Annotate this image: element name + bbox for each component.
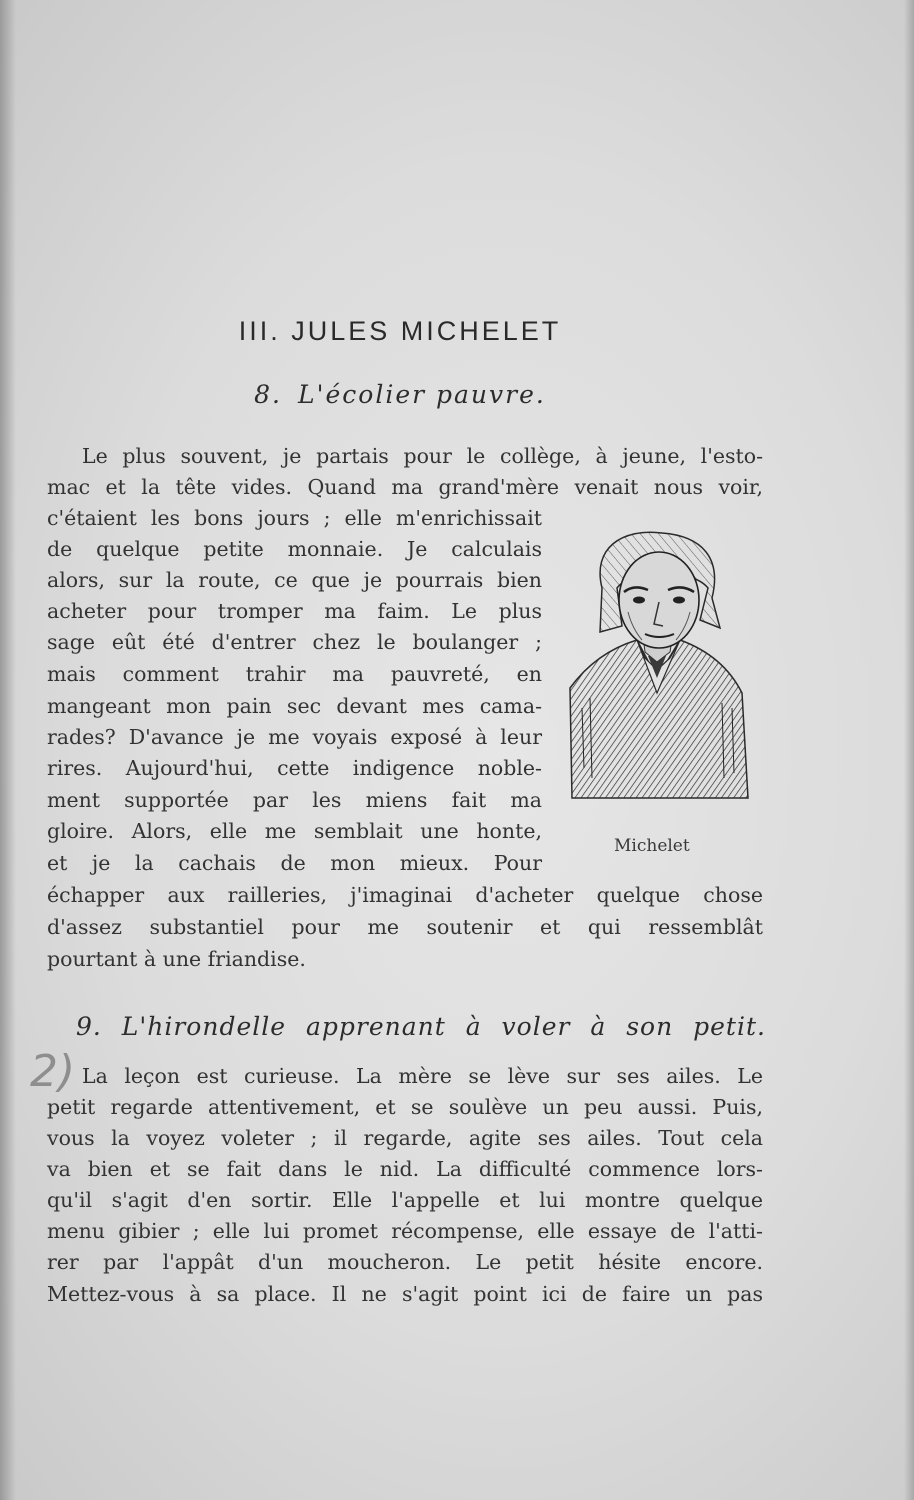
chapter-title: III. JULES MICHELET [238,316,562,346]
section-9-title-word: son [626,1012,674,1041]
section-8-line-7: sage eût été d'entrer chez le boulanger ; [47,630,542,654]
section-9-line-7: rer par l'appât d'un moucheron. Le petit hésite encore. [47,1250,763,1274]
section-8-line-16: d'assez substantiel pour me soutenir et qui ressemblât [47,915,763,939]
section-8-line-13: gloire. Alors, elle me semblait une honte, [47,819,542,843]
section-9-line-2: petit regarde attentivement, et se soulève un peu aussi. Puis, [47,1095,763,1119]
section-8-line-9: mangeant mon pain sec devant mes cama- [47,694,542,718]
section-9-line-3: vous la voyez voleter ; il regarde, agite ses ailes. Tout cela [47,1126,763,1150]
section-9-line-6: menu gibier ; elle lui promet récompense, elle essaye de l'atti- [47,1219,763,1243]
section-8-title [160,380,640,409]
section-9-title-word: apprenant [305,1012,446,1041]
section-8-line-10: rades? D'avance je me voyais exposé à leur [47,725,542,749]
section-9-title-word: à [465,1012,482,1041]
section-9-line-4: va bien et se fait dans le nid. La difficulté commence lors- [47,1157,763,1181]
michelet-portrait-image [562,528,752,828]
section-9-title-word: petit. [693,1012,766,1041]
section-9-number: 9. [76,1012,102,1041]
section-9-line-5: qu'il s'agit d'en sortir. Elle l'appelle et lui montre quelque [47,1188,763,1212]
section-8-line-8: mais comment trahir ma pauvreté, en [47,662,542,686]
section-9-line-8: Mettez-vous à sa place. Il ne s'agit point ici de faire un pas [47,1282,763,1306]
section-9-title-word: L'hirondelle [121,1012,287,1041]
section-8-line-5: alors, sur la route, ce que je pourrais bien [47,568,542,592]
page-edge-shadow-right [904,0,914,1500]
section-8-number: 8. [254,380,282,409]
section-8-line-1: Le plus souvent, je partais pour le collège, à jeune, l'esto- [82,444,763,468]
section-8-line-15: échapper aux railleries, j'imaginai d'acheter quelque chose [47,883,763,907]
section-9-title-word: voler [501,1012,571,1041]
section-8-line-3: c'étaient les bons jours ; elle m'enrichissait [47,506,542,530]
section-9-line-1: La leçon est curieuse. La mère se lève sur ses ailes. Le [82,1064,763,1088]
section-8-line-6: acheter pour tromper ma faim. Le plus [47,599,542,623]
section-8-title-text: L'écolier pauvre. [298,380,546,409]
section-8-line-2: mac et la tête vides. Quand ma grand'mère venait nous voir, [47,475,763,499]
section-8-line-11: rires. Aujourd'hui, cette indigence noble- [47,756,542,780]
page-edge-shadow-left [0,0,16,1500]
section-9-title [76,1012,766,1041]
portrait-caption: Michelet [614,836,690,856]
section-8-line-14: et je la cachais de mon mieux. Pour [47,851,542,875]
section-8-line-4: de quelque petite monnaie. Je calculais [47,537,542,561]
section-8-line-12: ment supportée par les miens fait ma [47,788,542,812]
section-9-title-word: à [590,1012,607,1041]
handwritten-margin-mark: 2) [30,1046,76,1097]
section-8-line-17: pourtant à une friandise. [47,947,306,971]
